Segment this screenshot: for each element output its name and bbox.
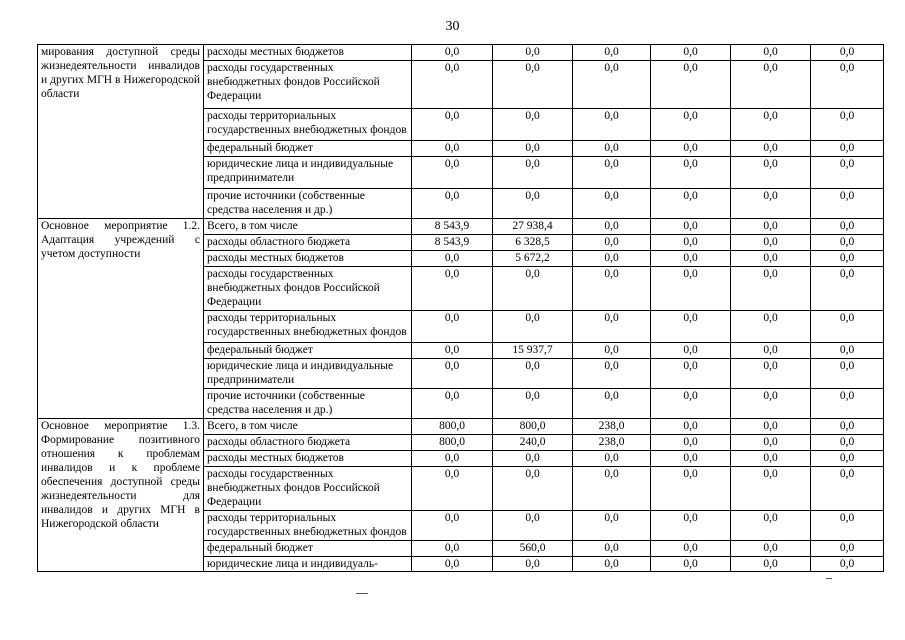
amount-cell: 800,0 [412,419,493,435]
amount-cell: 5 672,2 [493,251,573,267]
amount-cell: 0,0 [493,389,573,419]
amount-cell: 0,0 [412,251,493,267]
amount-cell: 0,0 [412,451,493,467]
amount-cell: 0,0 [651,157,731,189]
amount-cell: 0,0 [731,419,811,435]
amount-cell: 0,0 [811,467,884,511]
amount-cell: 0,0 [493,45,573,61]
amount-cell: 560,0 [493,541,573,557]
amount-cell: 0,0 [573,45,651,61]
amount-cell: 0,0 [731,435,811,451]
amount-cell: 0,0 [573,267,651,311]
amount-cell: 0,0 [493,141,573,157]
amount-cell: 0,0 [811,61,884,109]
amount-cell: 0,0 [493,467,573,511]
funding-source-cell: федеральный бюджет [204,141,412,157]
amount-cell: 0,0 [651,311,731,343]
amount-cell: 0,0 [731,61,811,109]
amount-cell: 0,0 [731,189,811,219]
amount-cell: 0,0 [651,267,731,311]
funding-source-cell: юридические лица и индивидуальные предприниматели [204,157,412,189]
amount-cell: 0,0 [651,109,731,141]
amount-cell: 0,0 [573,359,651,389]
amount-cell: 0,0 [731,157,811,189]
amount-cell: 0,0 [811,557,884,572]
amount-cell: 0,0 [493,61,573,109]
amount-cell: 0,0 [731,451,811,467]
amount-cell: 0,0 [811,541,884,557]
amount-cell: 0,0 [573,219,651,235]
amount-cell: 0,0 [811,45,884,61]
funding-source-cell: расходы государственных внебюджетных фондов Российской Федерации [204,467,412,511]
funding-source-cell: расходы областного бюджета [204,235,412,251]
funding-source-cell: федеральный бюджет [204,343,412,359]
amount-cell: 0,0 [573,343,651,359]
amount-cell: 0,0 [651,359,731,389]
amount-cell: 0,0 [573,109,651,141]
amount-cell: 0,0 [412,311,493,343]
pen-mark [826,578,832,579]
amount-cell: 0,0 [493,511,573,541]
amount-cell: 0,0 [731,467,811,511]
amount-cell: 0,0 [412,343,493,359]
amount-cell: 0,0 [811,451,884,467]
amount-cell: 0,0 [412,157,493,189]
amount-cell: 15 937,7 [493,343,573,359]
amount-cell: 0,0 [573,251,651,267]
amount-cell: 0,0 [412,467,493,511]
table-row [38,219,884,235]
amount-cell: 0,0 [573,311,651,343]
funding-source-cell: расходы областного бюджета [204,435,412,451]
amount-cell: 0,0 [412,359,493,389]
amount-cell: 0,0 [493,451,573,467]
amount-cell: 27 938,4 [493,219,573,235]
amount-cell: 0,0 [573,541,651,557]
amount-cell: 0,0 [731,343,811,359]
amount-cell: 238,0 [573,435,651,451]
amount-cell: 0,0 [412,511,493,541]
funding-source-cell: расходы территориальных государственных внебюджетных фондов [204,511,412,541]
amount-cell: 0,0 [731,359,811,389]
amount-cell: 0,0 [731,109,811,141]
amount-cell: 0,0 [573,557,651,572]
amount-cell: 0,0 [811,189,884,219]
amount-cell: 0,0 [811,359,884,389]
amount-cell: 0,0 [493,557,573,572]
amount-cell: 0,0 [493,109,573,141]
amount-cell: 238,0 [573,419,651,435]
amount-cell: 0,0 [493,311,573,343]
funding-source-cell: расходы государственных внебюджетных фондов Российской Федерации [204,61,412,109]
amount-cell: 0,0 [573,157,651,189]
amount-cell: 0,0 [573,511,651,541]
amount-cell: 0,0 [651,235,731,251]
amount-cell: 0,0 [493,267,573,311]
pen-mark [356,593,368,594]
amount-cell: 0,0 [731,557,811,572]
amount-cell: 0,0 [651,219,731,235]
amount-cell: 0,0 [412,557,493,572]
amount-cell: 0,0 [651,389,731,419]
amount-cell: 6 328,5 [493,235,573,251]
amount-cell: 0,0 [651,61,731,109]
amount-cell: 0,0 [412,141,493,157]
amount-cell: 0,0 [811,157,884,189]
funding-source-cell: расходы местных бюджетов [204,45,412,61]
amount-cell: 0,0 [412,189,493,219]
amount-cell: 0,0 [412,45,493,61]
amount-cell: 0,0 [651,541,731,557]
amount-cell: 800,0 [412,435,493,451]
amount-cell: 0,0 [651,141,731,157]
amount-cell: 0,0 [811,219,884,235]
amount-cell: 0,0 [493,359,573,389]
page-number: 30 [445,19,460,34]
amount-cell: 0,0 [811,311,884,343]
amount-cell: 0,0 [573,235,651,251]
amount-cell: 0,0 [731,311,811,343]
amount-cell: 0,0 [493,189,573,219]
measure-cell: мирования доступной среды жизнедеятельности инвалидов и других МГН в Нижегородской области [38,45,204,219]
amount-cell: 0,0 [573,451,651,467]
amount-cell: 0,0 [412,389,493,419]
funding-source-cell: расходы местных бюджетов [204,451,412,467]
amount-cell: 0,0 [651,511,731,541]
measure-cell: Основное мероприятие 1.3. Формирование позитивного отношения к проблемам инвалидов и к проблеме обеспечения доступной среды жизнедеятельности для инвалидов и других МГН в Нижегородской области [38,419,204,572]
amount-cell: 0,0 [731,235,811,251]
amount-cell: 0,0 [811,267,884,311]
amount-cell: 0,0 [573,189,651,219]
amount-cell: 0,0 [651,557,731,572]
amount-cell: 0,0 [412,109,493,141]
table-row [38,419,884,435]
funding-source-cell: расходы государственных внебюджетных фондов Российской Федерации [204,267,412,311]
funding-source-cell: юридические лица и индивидуаль- [204,557,412,572]
amount-cell: 0,0 [731,511,811,541]
amount-cell: 0,0 [731,219,811,235]
amount-cell: 0,0 [412,267,493,311]
amount-cell: 0,0 [731,389,811,419]
funding-source-cell: расходы местных бюджетов [204,251,412,267]
amount-cell: 0,0 [573,61,651,109]
table-row [38,45,884,61]
amount-cell: 0,0 [811,235,884,251]
funding-source-cell: федеральный бюджет [204,541,412,557]
amount-cell: 8 543,9 [412,235,493,251]
budget-table [37,44,884,572]
amount-cell: 0,0 [651,45,731,61]
amount-cell: 0,0 [811,141,884,157]
amount-cell: 0,0 [811,389,884,419]
amount-cell: 0,0 [811,109,884,141]
amount-cell: 0,0 [731,251,811,267]
funding-source-cell: расходы территориальных государственных внебюджетных фондов [204,109,412,141]
amount-cell: 0,0 [573,141,651,157]
amount-cell: 0,0 [811,251,884,267]
amount-cell: 0,0 [651,251,731,267]
amount-cell: 0,0 [651,343,731,359]
funding-source-cell: прочие источники (собственные средства населения и др.) [204,389,412,419]
amount-cell: 0,0 [651,435,731,451]
funding-source-cell: юридические лица и индивидуальные предприниматели [204,359,412,389]
amount-cell: 0,0 [651,451,731,467]
amount-cell: 0,0 [651,189,731,219]
amount-cell: 0,0 [651,419,731,435]
amount-cell: 0,0 [493,157,573,189]
amount-cell: 0,0 [731,267,811,311]
amount-cell: 0,0 [811,343,884,359]
measure-cell: Основное мероприятие 1.2. Адаптация учреждений с учетом доступности [38,219,204,419]
amount-cell: 0,0 [573,389,651,419]
funding-source-cell: расходы территориальных государственных внебюджетных фондов [204,311,412,343]
amount-cell: 0,0 [412,541,493,557]
amount-cell: 8 543,9 [412,219,493,235]
funding-source-cell: Всего, в том числе [204,419,412,435]
amount-cell: 0,0 [651,467,731,511]
amount-cell: 240,0 [493,435,573,451]
amount-cell: 0,0 [731,541,811,557]
amount-cell: 0,0 [412,61,493,109]
funding-source-cell: прочие источники (собственные средства населения и др.) [204,189,412,219]
amount-cell: 0,0 [811,435,884,451]
amount-cell: 0,0 [811,419,884,435]
amount-cell: 0,0 [731,45,811,61]
amount-cell: 0,0 [811,511,884,541]
amount-cell: 800,0 [493,419,573,435]
amount-cell: 0,0 [573,467,651,511]
amount-cell: 0,0 [731,141,811,157]
funding-source-cell: Всего, в том числе [204,219,412,235]
